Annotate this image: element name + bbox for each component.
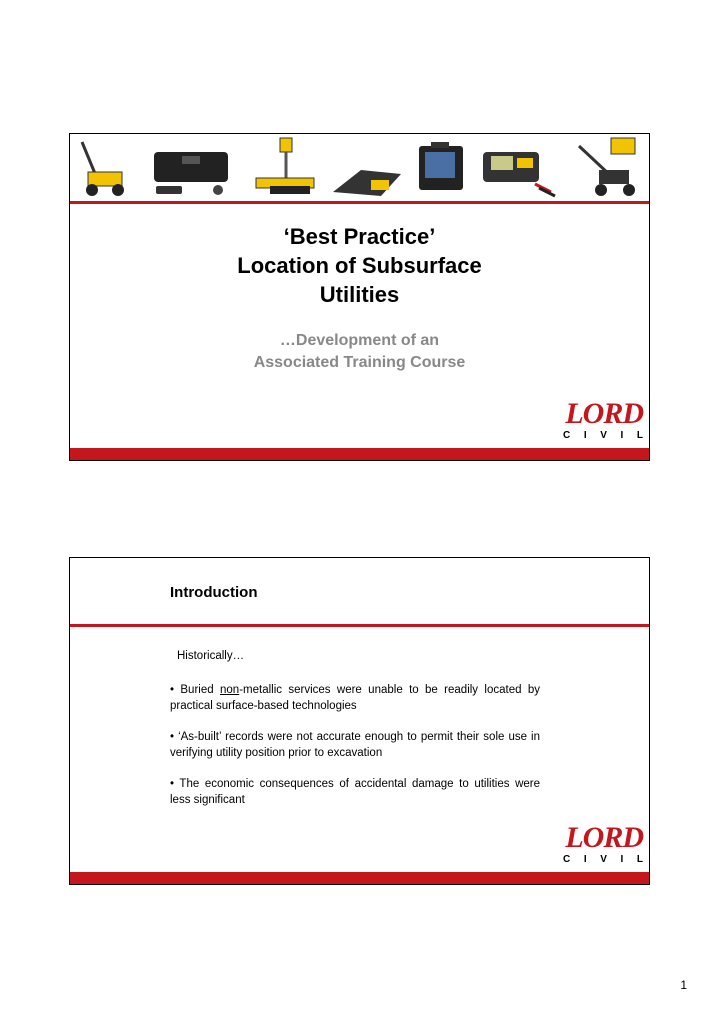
title-slide [69, 133, 650, 461]
introduction-slide [69, 557, 650, 885]
bullet-1-post: -metallic services were unable to be readily located by practical surface-based technologies [170, 684, 540, 712]
logo-letter: V [600, 430, 607, 441]
logo-letter: L [636, 854, 643, 865]
gpr-cart-icon [74, 136, 136, 198]
logo-letter: C [563, 854, 571, 865]
title-line-2: Location of Subsurface [237, 253, 482, 278]
page-number: 1 [680, 978, 687, 992]
logo-subtitle [549, 854, 643, 865]
logo-letter: C [563, 430, 571, 441]
wand-locator-icon [250, 136, 320, 198]
slide-subtitle [70, 330, 649, 374]
footer-bar [70, 872, 649, 884]
bullet-3: • The economic consequences of accidental damage to utilities were less significant [170, 778, 540, 806]
logo-word: LORD [565, 397, 643, 430]
logo-letter: I [620, 854, 624, 865]
slide-title [70, 222, 649, 309]
lord-civil-logo [549, 397, 643, 446]
gpr-sled-icon [331, 158, 403, 198]
bullet-1-underlined: non [220, 684, 240, 696]
title-line-1: ‘Best Practice’ [283, 224, 436, 249]
logo-letter: I [583, 854, 587, 865]
gpr-trolley-icon [571, 136, 645, 198]
logo-subtitle [549, 430, 643, 441]
logo-letter: I [583, 430, 587, 441]
logo-letter: L [636, 430, 643, 441]
header-rule [70, 201, 649, 204]
bullet-1 [170, 682, 540, 714]
slide-heading: Introduction [170, 584, 258, 601]
slide-body [170, 648, 540, 823]
equipment-photo-strip [70, 134, 649, 200]
bullet-1-pre: • Buried [170, 684, 220, 696]
logo-letter: I [620, 430, 624, 441]
locator-kit-icon [479, 144, 559, 198]
locator-case-icon [148, 148, 238, 198]
lead-text: Historically… [177, 650, 245, 662]
title-line-3: Utilities [319, 282, 400, 307]
lord-civil-logo [549, 821, 643, 870]
subtitle-line-2: Associated Training Course [253, 354, 466, 371]
logo-word: LORD [565, 821, 643, 854]
subtitle-line-1: …Development of an [279, 332, 440, 349]
monitor-case-icon [415, 140, 467, 198]
heading-rule [70, 624, 649, 627]
bullet-2: • ‘As-built’ records were not accurate enough to permit their sole use in verifying utility position prior to excavation [170, 731, 540, 759]
logo-letter: V [600, 854, 607, 865]
footer-bar [70, 448, 649, 460]
